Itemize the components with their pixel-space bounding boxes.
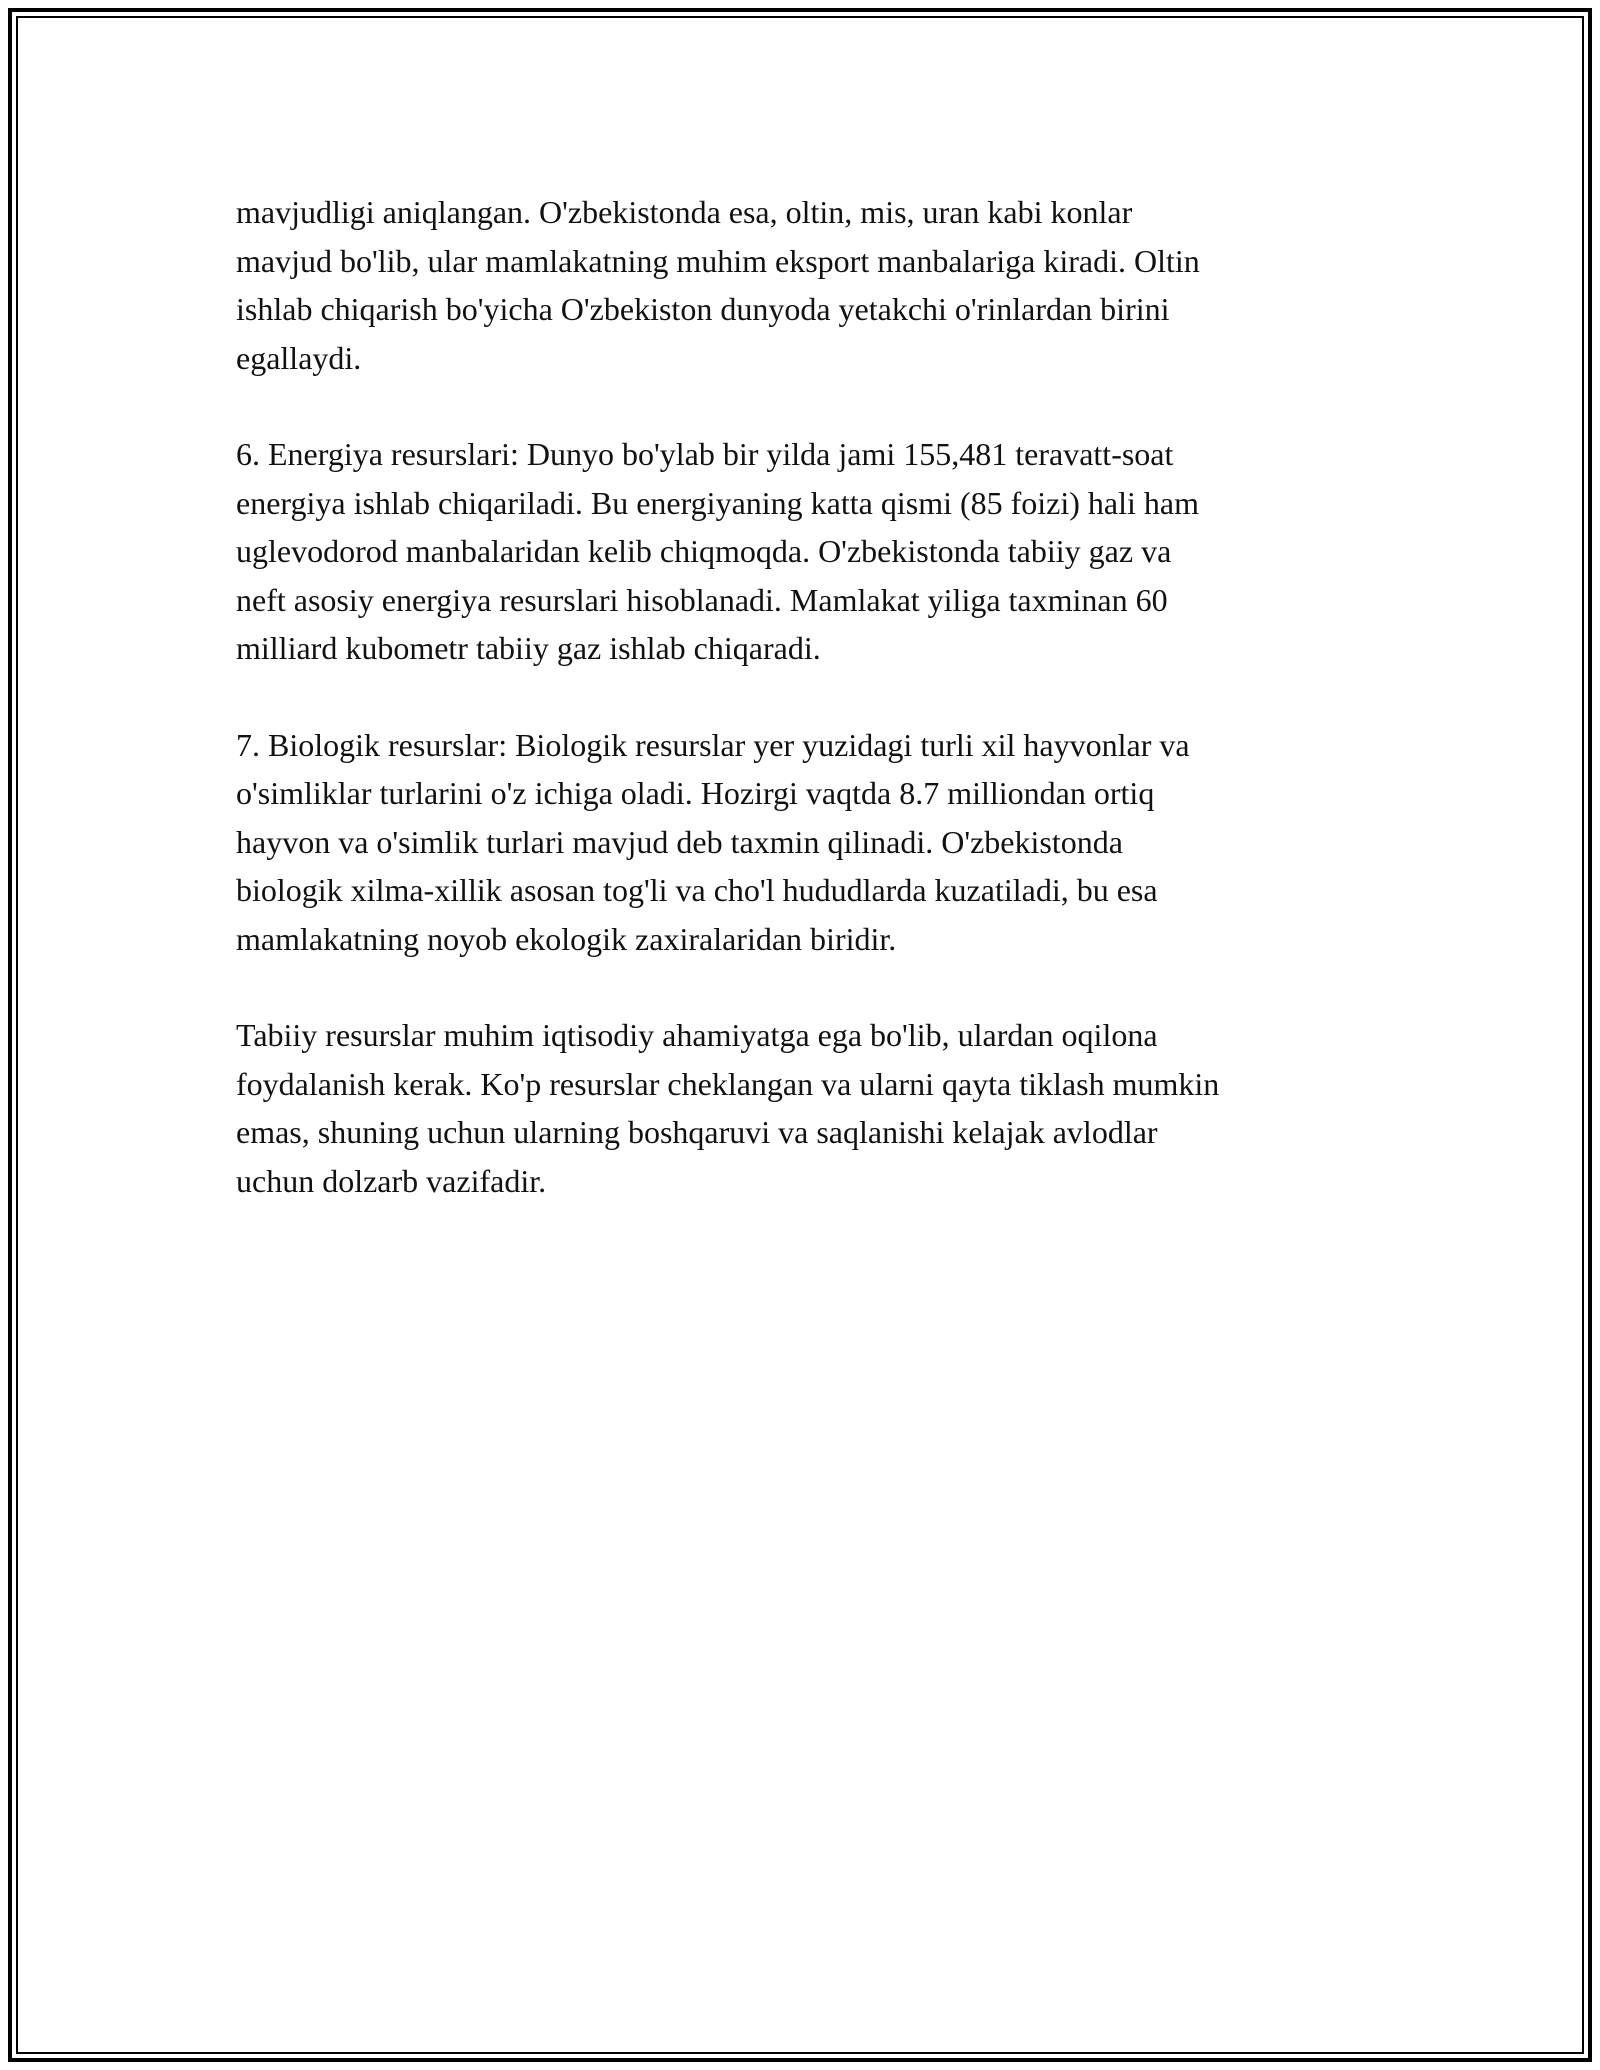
paragraph-biological-resources: 7. Biologik resurslar: Biologik resurslar yer yuzidagi turli xil hayvonlar va o'simliklar turlarini o'z ichiga oladi. Hozirgi vaqtda 8.7 milliondan ortiq hayvon va o'simlik turlari mavjud deb taxmin qilinadi. O'zbekistonda biologik xilma-xillik asosan tog'li va cho'l hududlarda kuzatiladi, bu esa mamlakatning noyob ekologik zaxiralaridan biridir. [236,726,1190,957]
paragraph-minerals-continued: mavjudligi aniqlangan. O'zbekistonda esa, oltin, mis, uran kabi konlar mavjud bo'lib, ular mamlakatning muhim eksport manbalariga kiradi. Oltin ishlab chiqarish bo'yicha O'zbekiston dunyoda yetakchi o'rinlardan birini egallaydi. [236,194,1200,376]
paragraph-energy-resources: 6. Energiya resurslari: Dunyo bo'ylab bir yilda jami 155,481 teravatt-soat energiya ishlab chiqariladi. Bu energiyaning katta qismi (85 foizi) hali ham uglevodorod manbalaridan kelib chiqmoqda. O'zbekistonda tabiiy gaz va neft asosiy energiya resurslari hisoblanadi. Mamlakat yiliga taxminan 60 milliard kubometr tabiiy gaz ishlab chiqaradi. [236,436,1199,666]
document-body [236,188,1376,1253]
paragraph-conclusion: Tabiiy resurslar muhim iqtisodiy ahamiyatga ega bo'lib, ulardan oqilona foydalanish kerak. Ko'p resurslar cheklangan va ularni qayta tiklash mumkin emas, shuning uchun ularning boshqaruvi va saqlanishi kelajak avlodlar uchun dolzarb vazifadir. [236,1017,1220,1199]
